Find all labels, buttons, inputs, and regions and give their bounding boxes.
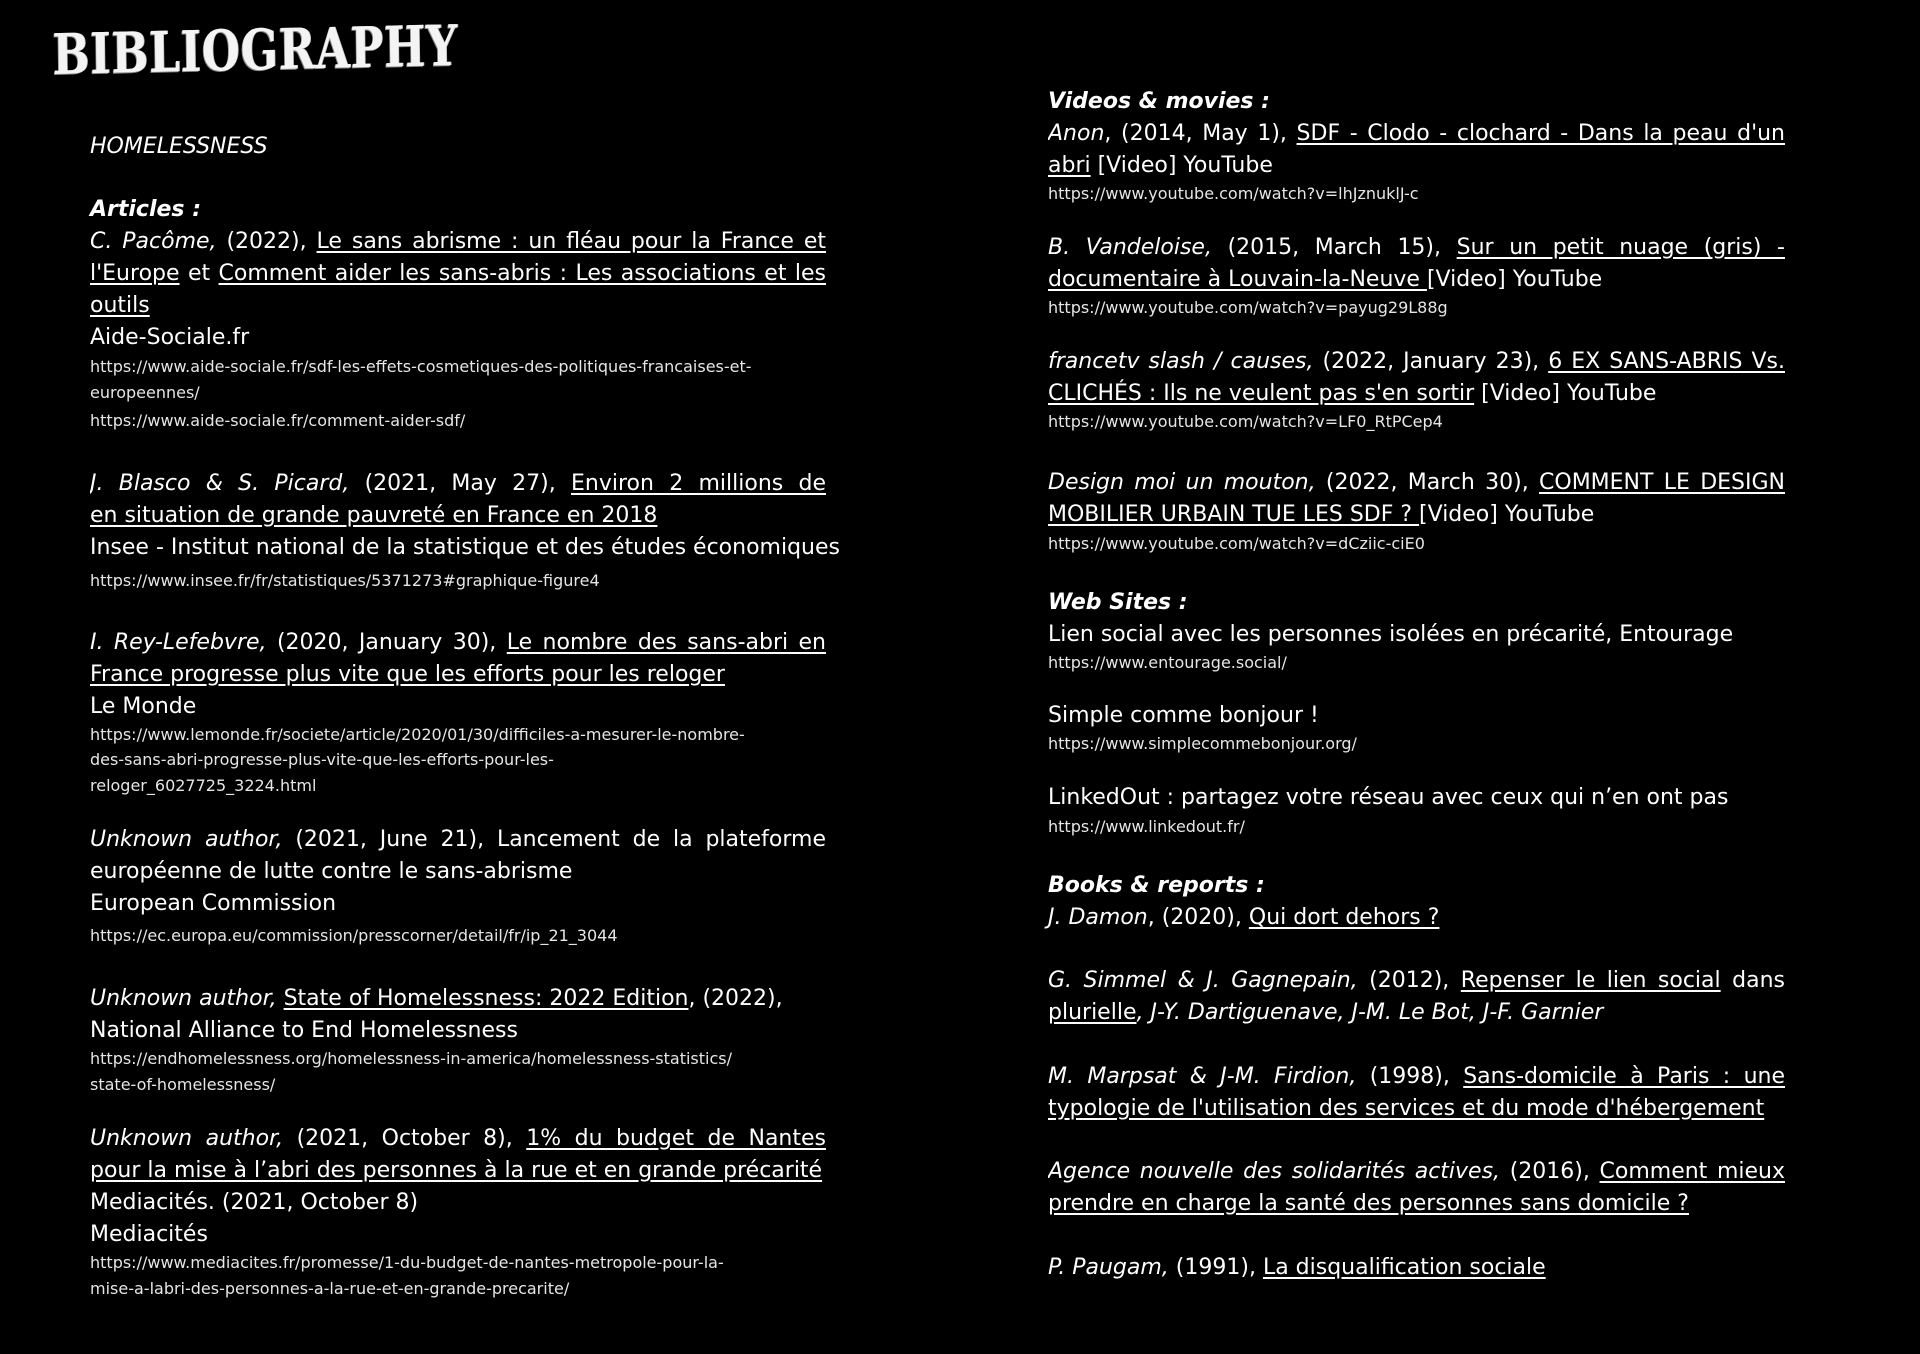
website-entry-2: Simple comme bonjour ! (1048, 703, 1319, 728)
article-4-url[interactable]: https://ec.europa.eu/commission/presscorner/detail/fr/ip_21_3044 (90, 926, 618, 945)
article-1-source: Aide-Sociale.fr (90, 325, 250, 350)
article-3-link[interactable]: Le nombre des sans-abri en (506, 630, 826, 655)
articles-heading: Articles : (90, 197, 201, 222)
video-4-url[interactable]: https://www.youtube.com/watch?v=dCziic-ciE0 (1048, 534, 1425, 553)
book-entry-5: P. Paugam, (1991), La disqualification sociale (1048, 1255, 1546, 1280)
article-6-url[interactable]: https://www.mediacites.fr/promesse/1-du-budget-de-nantes-metropole-pour-la- (90, 1253, 724, 1272)
video-entry-3: francetv slash / causes, (2022, January 23), 6 EX SANS-ABRIS Vs. (1048, 346, 1785, 378)
websites-heading: Web Sites : (1048, 590, 1188, 615)
video-entry-2: B. Vandeloise, (2015, March 15), Sur un petit nuage (gris) - (1048, 235, 1785, 260)
video-2-link[interactable]: Sur un petit nuage (gris) - (1456, 235, 1785, 260)
video-entry-4: Design moi un mouton, (2022, March 30), COMMENT LE DESIGN (1048, 467, 1785, 499)
book-entry-4: Agence nouvelle des solidarités actives, (2016), Comment mieux (1048, 1159, 1785, 1184)
book-entry-3: M. Marpsat & J-M. Firdion, (1998), Sans-domicile à Paris : une (1048, 1064, 1785, 1089)
article-entry-6: Unknown author, (2021, October 8), 1% du budget de Nantes (90, 1123, 826, 1155)
book-entry-2: G. Simmel & J. Gagnepain, (2012), Repenser le lien social dans (1048, 968, 1785, 993)
article-3-source: Le Monde (90, 694, 197, 719)
video-1-link[interactable]: SDF - Clodo - clochard - Dans la peau d'un (1296, 121, 1785, 146)
page-title: BIBLIOGRAPHY (52, 12, 459, 88)
article-5-source: National Alliance to End Homelessness (90, 1018, 518, 1043)
book-3-link[interactable]: Sans-domicile à Paris : une (1463, 1064, 1785, 1089)
videos-heading: Videos & movies : (1048, 89, 1270, 114)
book-4-link[interactable]: Comment mieux (1599, 1159, 1785, 1184)
article-entry-1: C. Pacôme, (2022), Le sans abrisme : un fléau pour la France et (90, 226, 826, 258)
video-1-url[interactable]: https://www.youtube.com/watch?v=lhJznuklJ-c (1048, 184, 1419, 203)
article-entry-5: Unknown author, State of Homelessness: 2022 Edition, (2022), (90, 986, 783, 1011)
book-2-link-1[interactable]: Repenser le lien social (1460, 968, 1721, 993)
video-3-link[interactable]: 6 EX SANS-ABRIS Vs. (1548, 349, 1785, 374)
article-3-url[interactable]: https://www.lemonde.fr/societe/article/2020/01/30/difficiles-a-mesurer-le-nombre- (90, 725, 745, 744)
video-3-url[interactable]: https://www.youtube.com/watch?v=LF0_RtPCep4 (1048, 412, 1443, 431)
website-1-url[interactable]: https://www.entourage.social/ (1048, 653, 1287, 672)
books-heading: Books & reports : (1048, 873, 1265, 898)
article-5-link[interactable]: State of Homelessness: 2022 Edition (283, 986, 689, 1011)
website-entry-1: Lien social avec les personnes isolées en précarité, Entourage (1048, 622, 1734, 647)
website-2-url[interactable]: https://www.simplecommebonjour.org/ (1048, 734, 1357, 753)
article-2-url[interactable]: https://www.insee.fr/fr/statistiques/5371273#graphique-figure4 (90, 571, 600, 590)
article-2-source: Insee - Institut national de la statistique et des études économiques (90, 535, 840, 560)
article-2-link[interactable]: Environ 2 millions de (571, 471, 826, 496)
article-1-url-1[interactable]: https://www.aide-sociale.fr/sdf-les-effets-cosmetiques-des-politiques-francaises-et- (90, 357, 752, 376)
article-4-source: European Commission (90, 891, 337, 916)
article-6-link[interactable]: 1% du budget de Nantes (526, 1126, 826, 1151)
video-4-link[interactable]: COMMENT LE DESIGN (1539, 470, 1785, 495)
section-heading: HOMELESSNESS (90, 134, 268, 159)
article-1-link-1[interactable]: Le sans abrisme : un fléau pour la France et (316, 229, 826, 254)
article-5-url[interactable]: https://endhomelessness.org/homelessness-in-america/homelessness-statistics/ (90, 1049, 733, 1068)
article-1-url-2[interactable]: https://www.aide-sociale.fr/comment-aider-sdf/ (90, 411, 466, 430)
video-2-url[interactable]: https://www.youtube.com/watch?v=payug29L88g (1048, 298, 1448, 317)
website-entry-3: LinkedOut : partagez votre réseau avec ceux qui n’en ont pas (1048, 785, 1729, 810)
article-6-source: Mediacités (90, 1222, 208, 1247)
website-3-url[interactable]: https://www.linkedout.fr/ (1048, 817, 1245, 836)
book-1-link[interactable]: Qui dort dehors ? (1248, 905, 1440, 930)
article-entry-4: Unknown author, (2021, June 21), Lancement de la plateforme (90, 827, 826, 852)
video-entry-1: Anon, (2014, May 1), SDF - Clodo - clochard - Dans la peau d'un (1048, 118, 1785, 150)
book-entry-1: J. Damon, (2020), Qui dort dehors ? (1048, 905, 1440, 930)
book-5-link[interactable]: La disqualification sociale (1262, 1255, 1546, 1280)
article-1-link-2[interactable]: Comment aider les sans-abris : Les associations et les (218, 261, 826, 286)
article-entry-3: I. Rey-Lefebvre, (2020, January 30), Le nombre des sans-abri en (90, 630, 826, 655)
article-entry-2: J. Blasco & S. Picard, (2021, May 27), Environ 2 millions de (90, 468, 826, 500)
